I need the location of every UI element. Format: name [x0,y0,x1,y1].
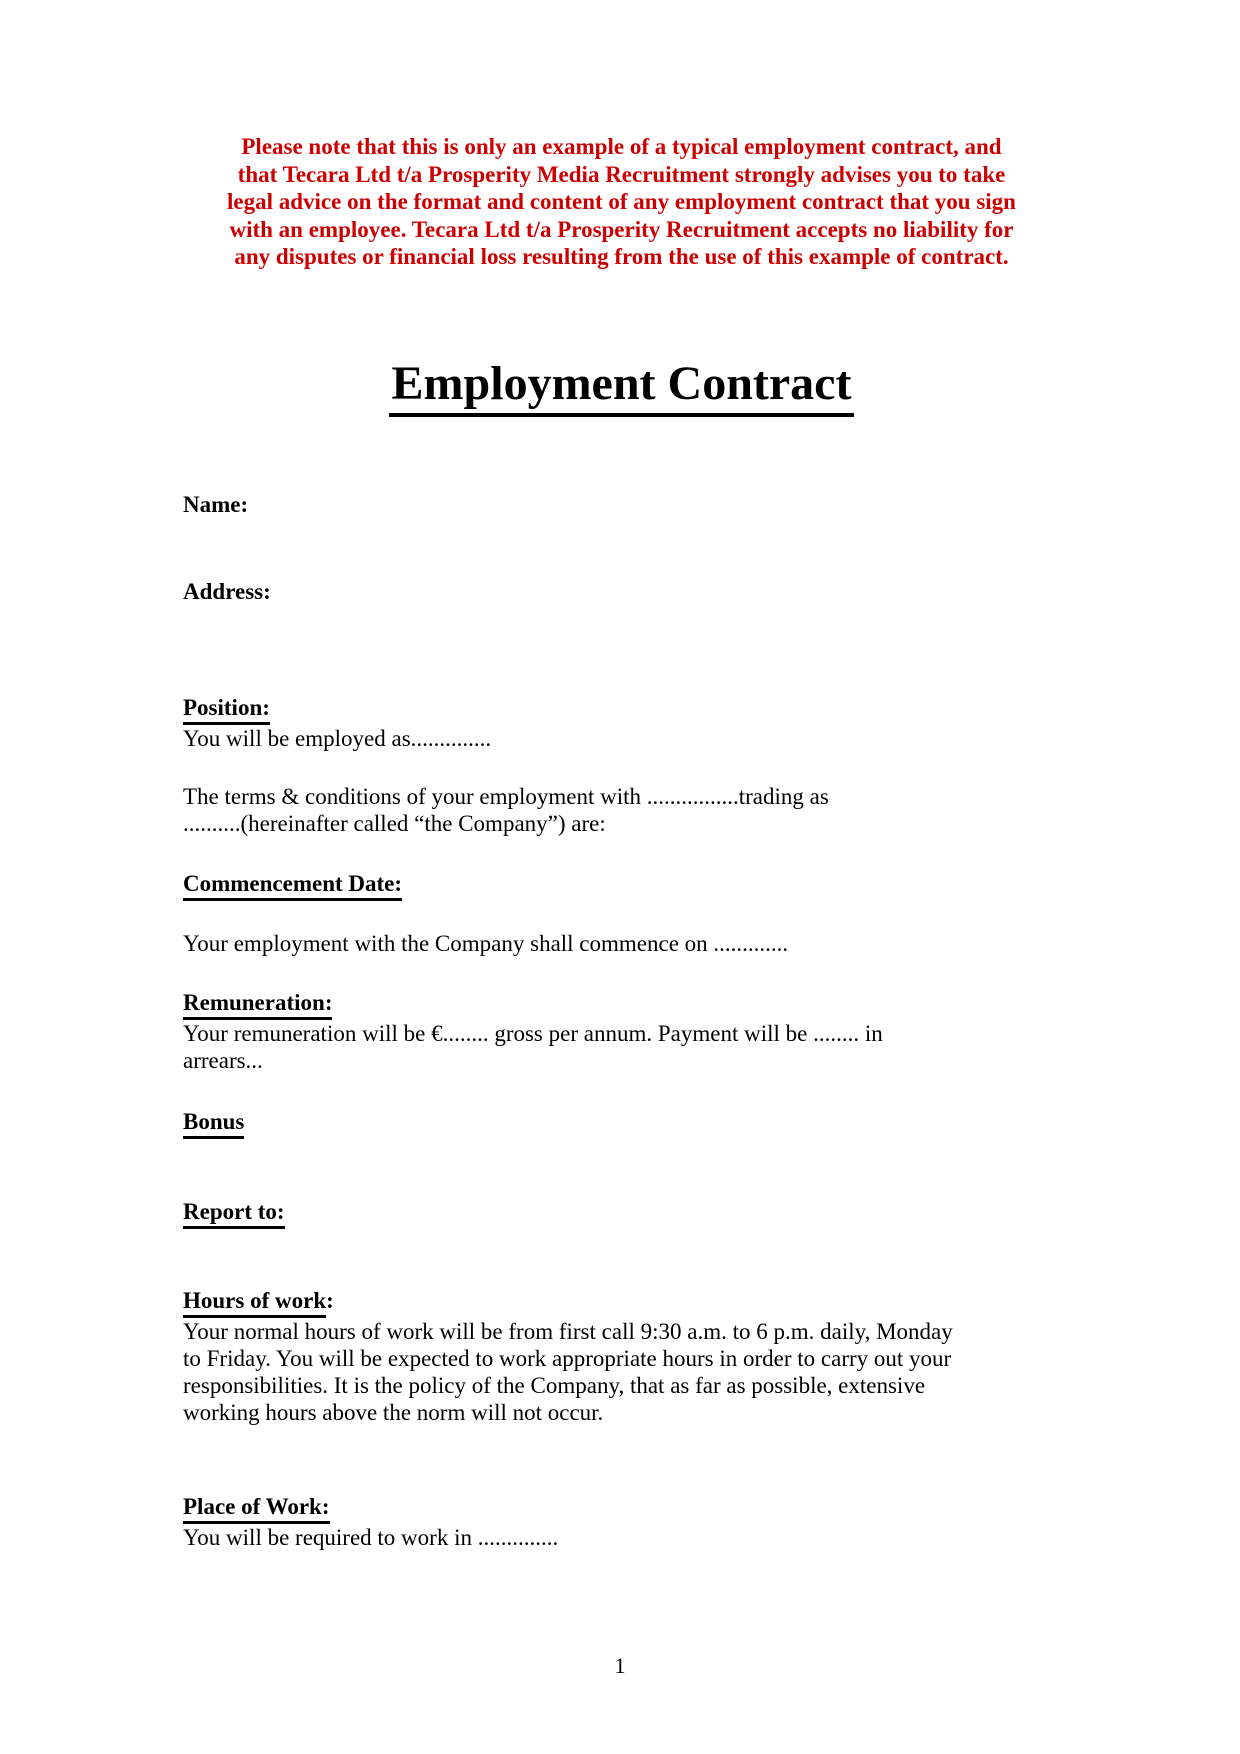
hours-of-work-line: responsibilities. It is the policy of the Company, that as far as possible, extensive [183,1372,926,1398]
bonus-heading: Bonus [183,1108,1060,1139]
commencement-date-body: Your employment with the Company shall commence on ............. [183,930,789,956]
terms-paragraph [183,783,1060,837]
disclaimer-line: any disputes or financial loss resulting from the use of this example of contract. [234,244,1009,269]
remuneration-heading: Remuneration: [183,989,1060,1020]
disclaimer-line: Please note that this is only an example of a typical employment contract, and [241,134,1002,159]
hours-of-work-line: Your normal hours of work will be from first call 9:30 a.m. to 6 p.m. daily, Monday [183,1318,953,1344]
commencement-date-heading: Commencement Date: [183,870,1060,901]
disclaimer-line: that Tecara Ltd t/a Prosperity Media Recruitment strongly advises you to take [237,161,1006,187]
position-body: You will be employed as.............. [183,725,492,751]
terms-line: ..........(hereinafter called “the Company”) are: [183,810,606,836]
address-label: Address: [183,578,271,604]
section-hours-of-work [183,1287,1060,1426]
document-title-text: Employment Contract [389,357,855,417]
report-to-heading: Report to: [183,1198,1060,1229]
hours-of-work-colon: : [326,1287,334,1313]
section-report-to [183,1198,1060,1229]
remuneration-line: arrears... [183,1047,263,1073]
hours-of-work-heading: Hours of work: [183,1287,1060,1318]
remuneration-line: Your remuneration will be €........ gross per annum. Payment will be ........ in [183,1020,883,1046]
hours-of-work-line: to Friday. You will be expected to work appropriate hours in order to carry out your [183,1345,952,1371]
disclaimer-line: legal advice on the format and content of any employment contract that you sign [227,189,1016,214]
hours-of-work-line: working hours above the norm will not occur. [183,1399,604,1425]
section-bonus [183,1108,1060,1139]
position-heading: Position: [183,694,1060,725]
name-label: Name: [183,491,249,517]
document-title [183,357,1060,417]
disclaimer-line: with an employee. Tecara Ltd t/a Prosperity Recruitment accepts no liability for [229,216,1014,242]
section-remuneration [183,989,1060,1074]
terms-line: The terms & conditions of your employment with ................trading as [183,783,829,809]
disclaimer-notice [183,133,1060,271]
section-position [183,694,1060,752]
section-commencement-date [183,870,1060,957]
place-of-work-body: You will be required to work in .............. [183,1524,559,1550]
section-place-of-work [183,1493,1060,1551]
place-of-work-heading: Place of Work: [183,1493,1060,1524]
page-number: 1 [614,1653,626,1678]
